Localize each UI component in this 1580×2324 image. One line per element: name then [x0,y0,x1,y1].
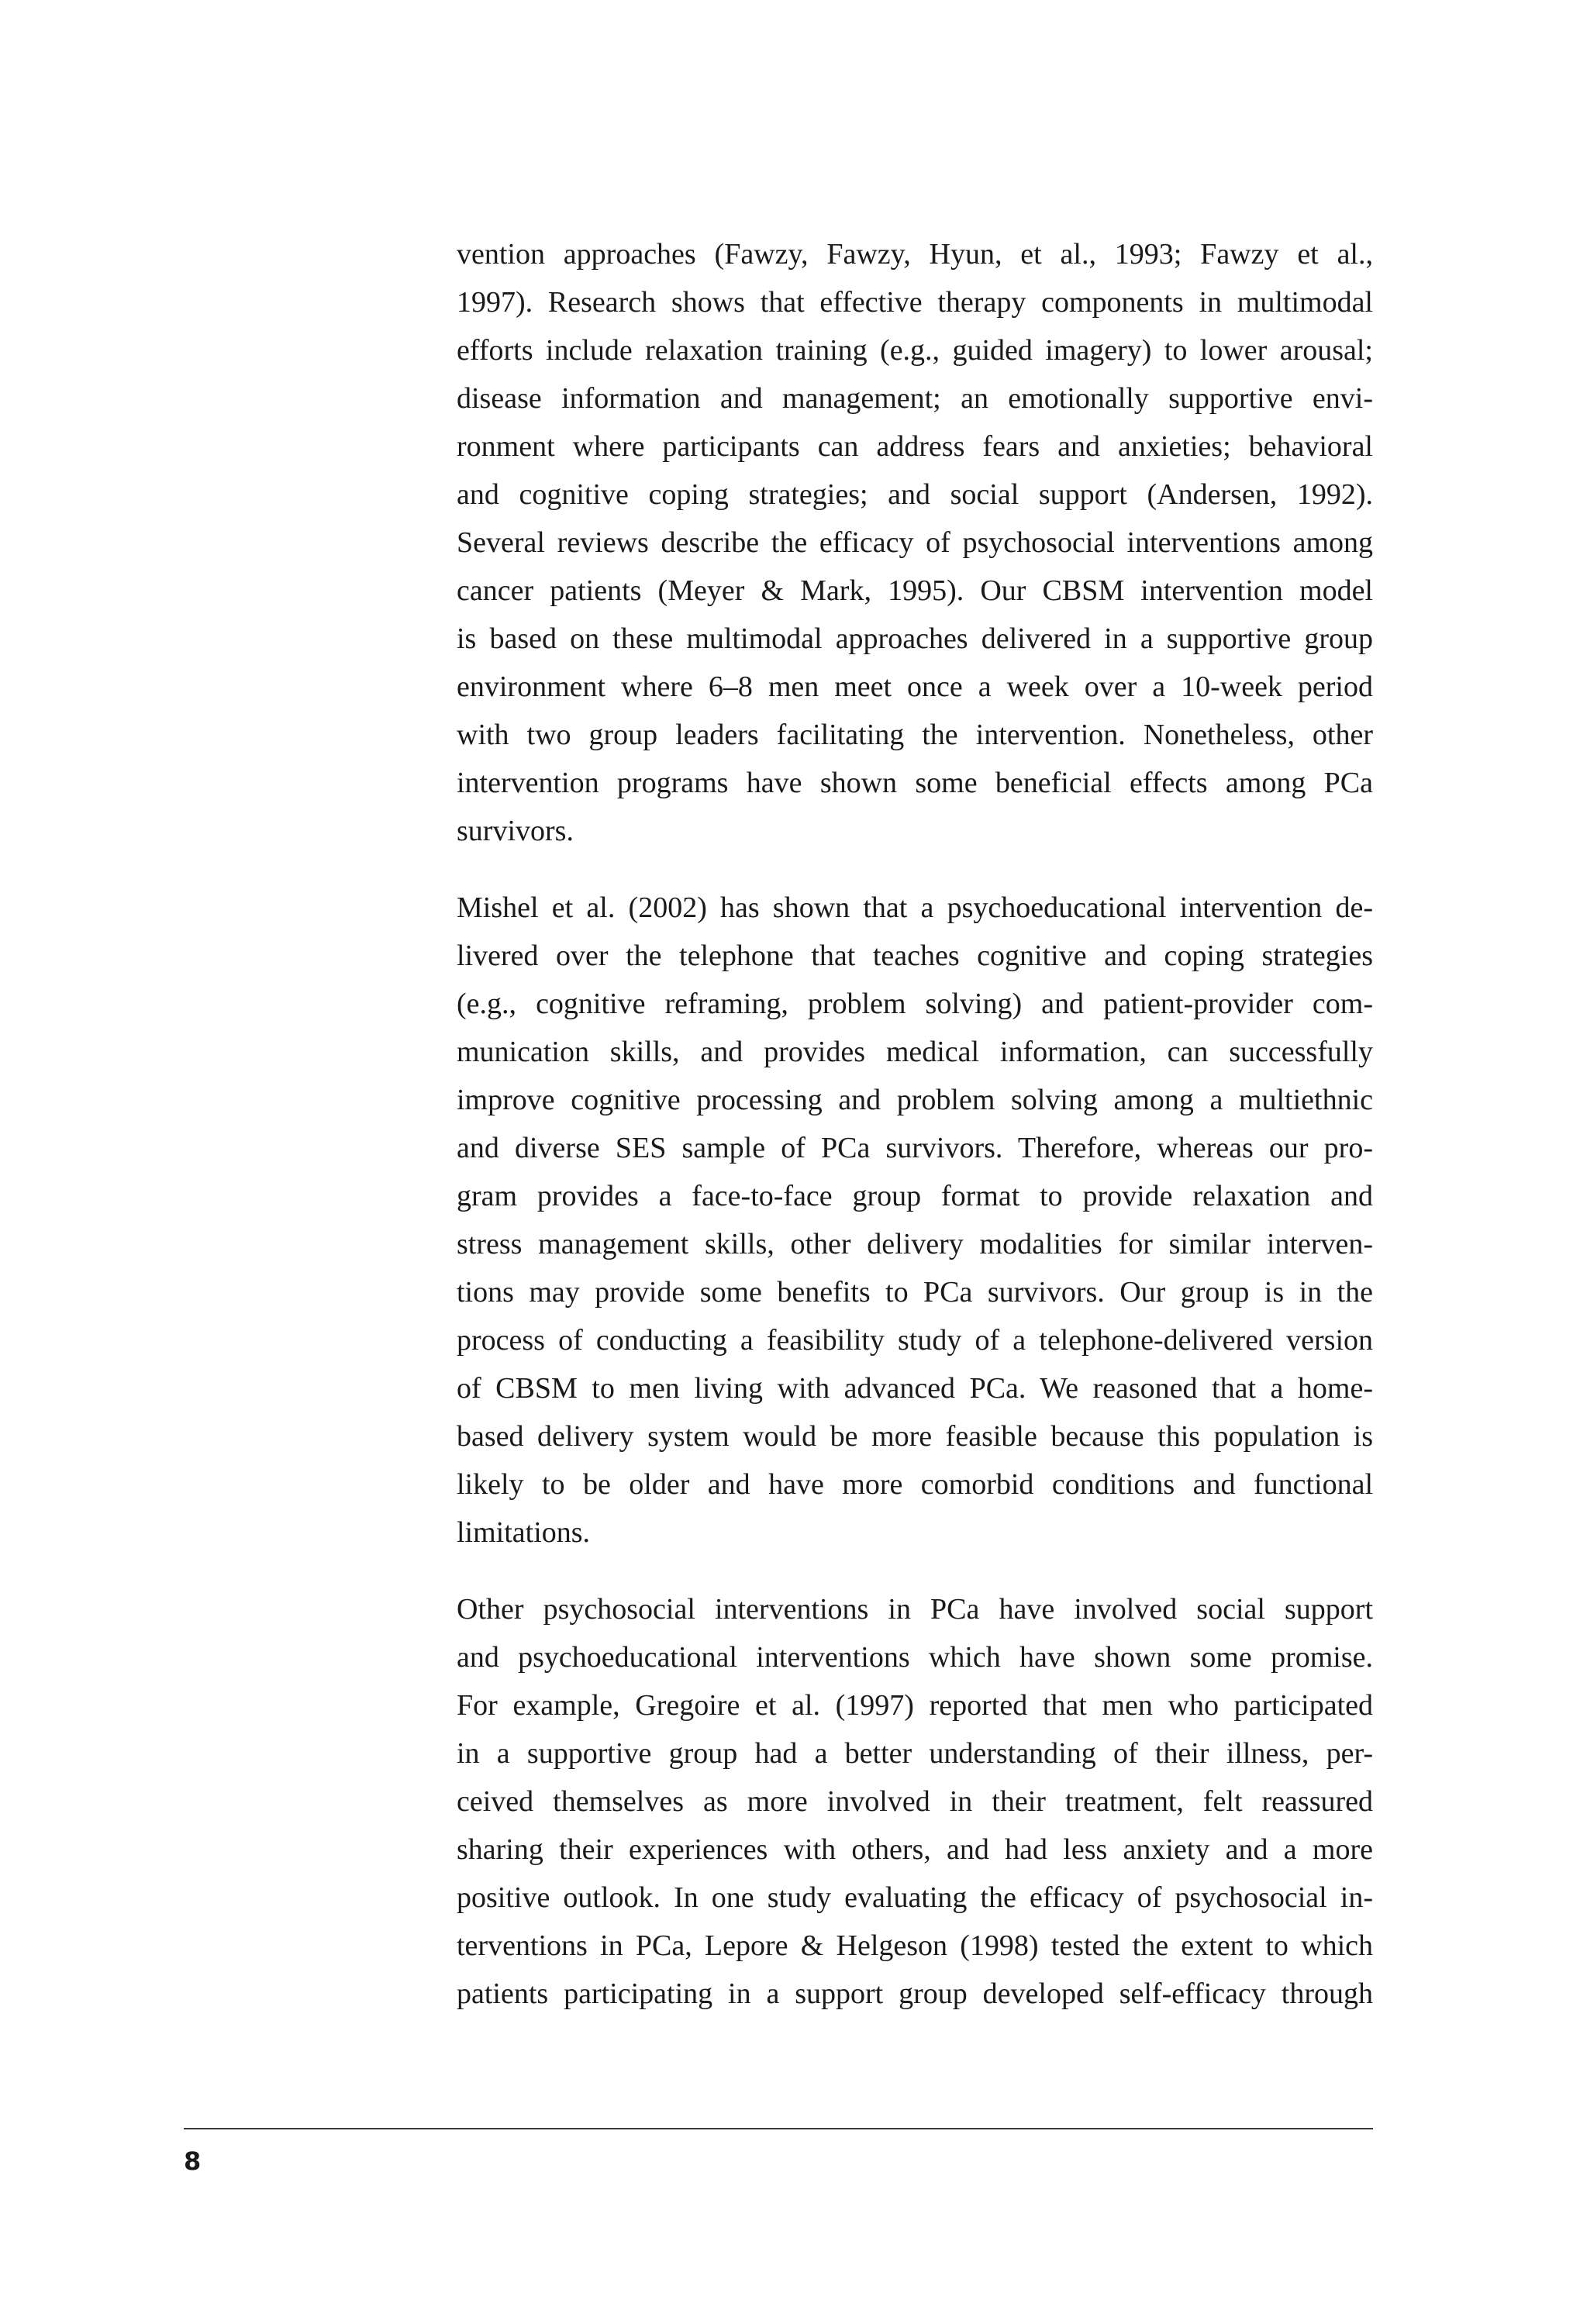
text-line: patients participating in a support group developed self-efficacy through [457,1977,1373,2010]
text-line: is based on these multimodal approaches delivered in a supportive group [457,622,1373,655]
text-line: positive outlook. In one study evaluating the efficacy of psychosocial in- [457,1881,1373,1914]
text-line: vention approaches (Fawzy, Fawzy, Hyun, et al., 1993; Fawzy et al., [457,238,1373,271]
text-line: and psychoeducational interventions which have shown some promise. [457,1641,1373,1674]
text-line: 1997). Research shows that effective therapy components in multimodal [457,286,1373,319]
text-line: with two group leaders facilitating the intervention. Nonetheless, other [457,719,1373,751]
text-line: intervention programs have shown some beneficial effects among PCa [457,767,1373,799]
text-line: For example, Gregoire et al. (1997) reported that men who participated [457,1689,1373,1722]
text-line: (e.g., cognitive reframing, problem solving) and patient-provider com- [457,988,1373,1020]
text-line: Mishel et al. (2002) has shown that a psychoeducational intervention de- [457,891,1373,924]
text-line: munication skills, and provides medical information, can successfully [457,1036,1373,1068]
paragraph [457,230,1373,855]
text-line: based delivery system would be more feasible because this population is [457,1420,1373,1453]
text-line: and cognitive coping strategies; and social support (Andersen, 1992). [457,478,1373,511]
paragraph [457,884,1373,1557]
text-line: disease information and management; an emotionally supportive envi- [457,382,1373,415]
text-line: of CBSM to men living with advanced PCa. We reasoned that a home- [457,1372,1373,1405]
text-line: sharing their experiences with others, and had less anxiety and a more [457,1833,1373,1866]
text-line: ceived themselves as more involved in their treatment, felt reassured [457,1785,1373,1818]
page-number: 8 [184,2146,202,2176]
paragraph-spacer [457,855,1373,884]
text-line: environment where 6–8 men meet once a week over a 10-week period [457,671,1373,703]
paragraph-spacer [457,1557,1373,1585]
text-line: gram provides a face-to-face group format to provide relaxation and [457,1180,1373,1212]
text-line: Other psychosocial interventions in PCa have involved social support [457,1593,1373,1626]
text-line: in a supportive group had a better understanding of their illness, per- [457,1737,1373,1770]
text-line: survivors. [457,815,574,847]
text-line: improve cognitive processing and problem solving among a multiethnic [457,1084,1373,1116]
text-line: tions may provide some benefits to PCa survivors. Our group is in the [457,1276,1373,1309]
text-line: Several reviews describe the efficacy of psychosocial interventions among [457,526,1373,559]
text-line: terventions in PCa, Lepore & Helgeson (1998) tested the extent to which [457,1929,1373,1962]
text-line: likely to be older and have more comorbid conditions and functional [457,1468,1373,1501]
text-line: and diverse SES sample of PCa survivors. Therefore, whereas our pro- [457,1132,1373,1164]
text-line: ronment where participants can address fears and anxieties; behavioral [457,430,1373,463]
paragraph [457,1585,1373,2018]
text-line: efforts include relaxation training (e.g., guided imagery) to lower arousal; [457,334,1373,367]
text-line: process of conducting a feasibility study of a telephone-delivered version [457,1324,1373,1357]
text-line: cancer patients (Meyer & Mark, 1995). Our CBSM intervention model [457,574,1373,607]
body-text [457,230,1373,2018]
text-line: livered over the telephone that teaches cognitive and coping strategies [457,940,1373,972]
footer-divider [184,2128,1373,2129]
text-line: stress management skills, other delivery modalities for similar interven- [457,1228,1373,1260]
text-line: limitations. [457,1516,591,1549]
